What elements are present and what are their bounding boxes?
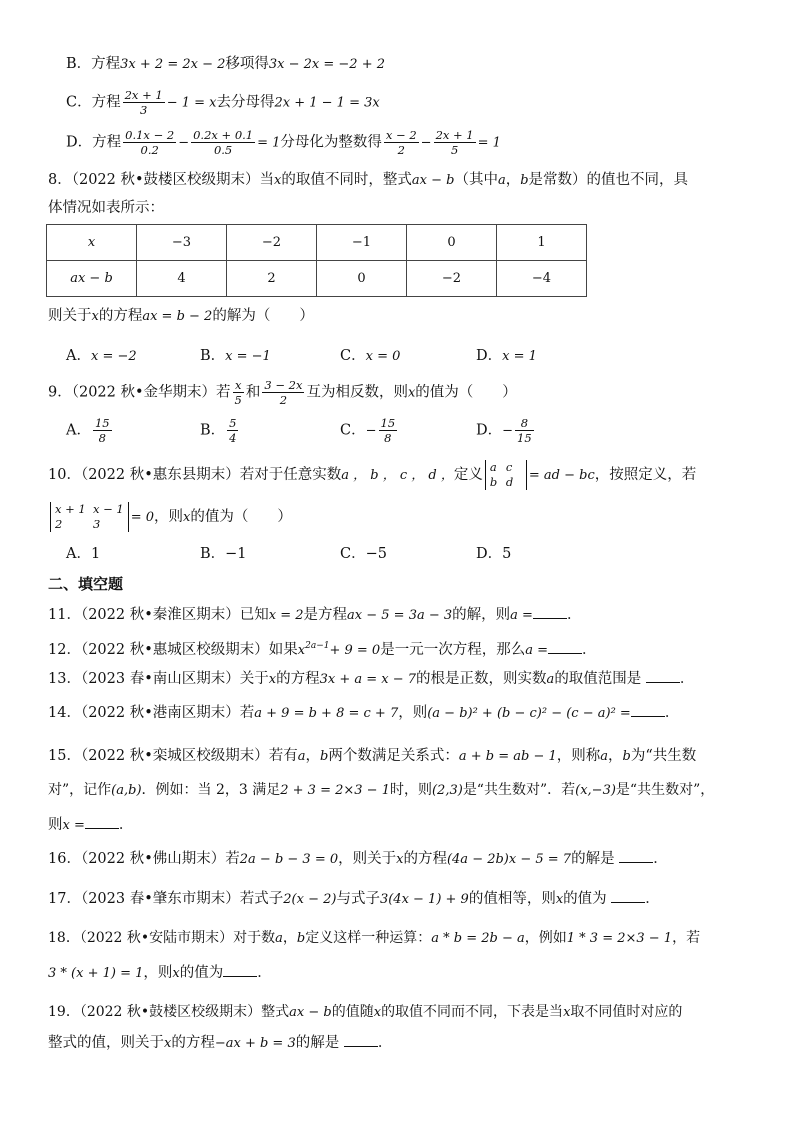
text-span: a [297,749,306,764]
text-span: (a − b)² + (b − c)² − (c − a)² = [427,706,631,721]
text-span: 8 [98,431,106,445]
text-span: 5 [450,143,459,157]
text-span: B． [200,348,226,364]
text-span: 方程 [91,94,121,111]
text-span: 15 [380,416,396,430]
text-span: 4 [229,431,237,445]
text-span: 方程 [91,56,121,72]
text-span: a + 9 = b + 8 = c + 7 [254,706,399,721]
text-span: 18．（2022 秋•安陆市期末）对于数 [48,930,276,946]
q14 [48,702,679,724]
q16 [48,848,668,870]
text-span: 的值为 [563,891,607,907]
text-span: 的解是 [571,851,615,867]
text-span: ，例如 [524,930,567,946]
text-span: 5 [502,546,512,562]
text-span: ，则 [154,509,184,525]
text-span: 是一元一次方程，那么 [380,641,526,658]
text-span: x = −1 [225,349,271,364]
text-span: ，则 [398,705,428,721]
text-span: 的根是正数，则实数 [416,671,547,687]
fraction [123,128,176,157]
text-span: 对”，记作 [48,782,112,798]
text-span: （其中 [454,172,498,188]
determinant [485,460,527,490]
q8-option-d[interactable] [476,344,537,365]
text-span: 则关于 [48,308,92,324]
text-span: 0.2 [140,143,159,157]
text-span: ． [679,671,695,687]
text-span: 的值为（ ） [415,384,517,401]
text-span: 互为相反数，则 [306,384,408,401]
text-span: 15 [517,431,532,445]
text-span: a = [510,608,533,623]
q13 [48,668,694,690]
q8-value-table [46,224,587,297]
text-span: ，则称 [556,748,601,764]
text-span: x [172,966,180,981]
text-span: x [555,892,564,907]
table-row [47,261,587,297]
text-span: = 1 [477,135,501,151]
text-span: A． [66,422,91,439]
q8-stem-line2: 体情况如表所示： [48,200,164,216]
text-span: 的方程 [171,1035,215,1051]
text-span: 0.2x + 0.1 [193,128,254,142]
text-span: 去分母得 [216,94,275,111]
text-span: ． [257,965,272,981]
q7-option-c [66,88,380,117]
text-span: B． [200,422,226,439]
text-span: 与式子 [336,891,380,907]
text-span: b [622,749,631,764]
text-span: 整式的值，则关于 [48,1035,164,1051]
text-span: = 0 [130,510,155,525]
text-span: x + 1 [55,502,86,516]
answer-blank[interactable] [533,604,567,619]
q19-line2 [48,1032,392,1054]
answer-blank[interactable] [619,848,653,863]
text-span: (x,−3) [575,783,616,798]
text-span: a [497,173,506,188]
fraction [434,128,476,157]
text-span: x − 1 [93,502,124,516]
text-span: 17．（2023 春•肇东市期末）若式子 [48,891,284,907]
q9-stem [48,378,517,407]
q7-option-d [66,128,501,157]
text-span: + 9 = 0 [329,642,381,658]
text-span: 取不同值时对应的 [570,1004,683,1020]
fraction [233,378,244,407]
q8-stem-line1 [48,170,688,191]
text-span: −2 [227,225,317,261]
text-span: D． [476,546,503,562]
q9-option-c[interactable] [340,416,399,445]
text-span: −1 [317,225,407,261]
text-span: a * b = 2b − a [431,931,525,946]
text-span: −3 [137,225,227,261]
text-span: B． [200,546,226,562]
text-span: x = −2 [90,349,137,364]
q9-option-b[interactable] [200,416,240,445]
text-span: C． [340,546,366,562]
text-span: ax − b [411,173,455,188]
answer-blank[interactable] [646,668,680,683]
q12 [48,636,596,661]
text-span: (2,3) [431,783,463,798]
answer-blank[interactable] [344,1032,378,1047]
q8-option-c[interactable] [340,344,400,365]
q18-line1 [48,928,700,949]
q9-option-a[interactable] [66,416,114,445]
text-span: 的值随 [331,1004,374,1020]
text-span: 3 * (x + 1) = 1 [48,966,144,981]
fraction [191,128,255,157]
text-span: 0.5 [213,143,233,157]
text-span: 1 [90,546,101,562]
text-span: 的取值不同而不同，下表是当 [381,1004,564,1020]
text-span: (4a − 2b)x − 5 = 7 [446,852,572,867]
text-span: 3(4x − 1) + 9 [379,892,469,907]
text-span: 2a − b − 3 = 0 [239,852,339,867]
text-span: 的值为 [179,965,224,981]
text-span: 14．（2022 秋•港南区期末）若 [48,705,255,721]
fraction [123,88,165,117]
text-span: 0 [407,225,497,261]
q8-question [48,306,314,327]
text-span: 3x − 2x = −2 + 2 [268,57,385,72]
text-span: 15．（2022 秋•栾城区校级期末）若有 [48,748,298,764]
answer-blank[interactable] [611,888,645,903]
answer-blank[interactable] [223,962,257,977]
q10-option-a[interactable] [66,542,100,563]
q17 [48,888,660,910]
text-span: 的解，则 [452,607,511,623]
text-span: = 1 [257,135,281,151]
text-span: 2x + 1 [435,128,474,142]
text-span: 15 [94,416,110,430]
text-span: 3 [93,517,101,531]
text-span: a [275,931,283,946]
text-span: A． [66,546,91,562]
fraction [384,128,419,157]
text-span: D． [476,348,503,364]
text-span: ax = b − 2 [142,309,213,324]
text-span: A． [66,348,91,364]
text-span: x [563,1005,571,1020]
text-span: = ad − bc [528,468,595,483]
q18-line2 [48,962,272,984]
text-span: 时，则 [389,782,432,798]
text-span: 和 [245,384,261,401]
text-span: 19．（2022 秋•鼓楼区校级期末）整式 [48,1004,290,1020]
text-span: x [407,385,416,401]
text-span: b [520,173,529,188]
text-span: a = [525,642,548,658]
text-span: ． [118,817,134,833]
text-span: 0 [317,261,407,297]
text-span: x [91,309,99,324]
text-span: 移项得 [225,56,269,72]
text-span: ． [645,891,660,907]
text-span: C． [340,348,366,364]
text-span: 是常数）的值也不同，具 [528,172,689,188]
text-span: 定义 [453,467,483,483]
q9-option-d[interactable] [476,416,536,445]
text-span: 2x + 1 [124,88,163,102]
text-span: 4 [137,261,227,297]
text-span: b [489,475,498,489]
text-span: ，若 [672,930,701,946]
answer-blank[interactable] [548,639,582,654]
q15-line2 [48,780,714,801]
text-span: − [178,135,190,151]
q15-line3 [48,814,133,836]
text-span: − [420,135,432,151]
text-span: d [505,475,514,489]
text-span: ． [581,641,597,658]
text-span: b [320,749,329,764]
text-span: c [505,460,513,474]
text-span: 的值为（ ） [190,509,292,525]
text-span: B． [66,56,92,72]
text-span: 2 [227,261,317,297]
text-span: D． [476,422,503,439]
text-span: x = 0 [365,349,401,364]
text-span: −1 [225,546,247,562]
text-span: 1 * 3 = 2×3 − 1 [566,931,673,946]
q10-option-b[interactable] [200,542,247,563]
text-span: − [365,423,377,439]
text-span: − [502,423,514,439]
text-span: −2 [407,261,497,297]
text-span: ， [305,748,321,764]
q11 [48,604,581,626]
text-span: 10．（2022 秋•惠东县期末）若对于任意实数 [48,467,342,483]
text-span: 定义这样一种运算： [305,930,432,946]
text-span: 8．（2022 秋•鼓楼区校级期末）当 [48,172,275,188]
text-span: a [489,460,497,474]
text-span: D． [66,134,93,151]
text-span: x − 2 [385,128,417,142]
text-span: 两个数满足关系式： [328,748,459,764]
text-span: 方程 [92,134,122,151]
q15-line1 [48,746,696,767]
text-span: 是“共生数对”．若 [462,782,576,798]
text-span: ． [653,851,668,867]
q8-option-a[interactable] [66,344,137,365]
text-span: 的方程 [276,671,320,687]
text-span: x [373,1005,382,1020]
text-span: 3x + a = x − 7 [319,672,417,687]
determinant [50,502,129,532]
text-span: 8 [515,416,534,431]
q8-option-b[interactable] [200,344,271,365]
text-span: 的取值范围是 [554,671,642,687]
text-span: 12．（2022 秋•惠城区校级期末）如果 [48,641,298,658]
text-span: x [164,1036,172,1051]
text-span: 11．（2022 秋•秦淮区期末）已知 [48,607,269,623]
text-span: ，则关于 [338,851,397,867]
text-span: a [600,749,609,764]
text-span: a ， b ， c ， d ， [341,468,454,483]
text-span: ， [608,748,623,764]
text-span: x = 2 [268,608,304,623]
text-span: x [47,225,137,261]
text-span: b [296,931,306,946]
text-span: ，则 [143,965,173,981]
text-span: 13．（2023 春•南山区期末）关于 [48,671,269,687]
text-span: ， [282,930,297,946]
answer-blank[interactable] [85,814,119,829]
text-span: 9．（2022 秋•金华期末）若 [48,384,231,401]
q10-option-d[interactable] [476,542,511,563]
text-span: 2 [279,393,288,407]
text-span: 2(x − 2) [283,892,337,907]
q7-option-b [66,54,385,75]
text-span: ， [505,172,521,188]
text-span: (a,b) [111,783,142,798]
text-span: x [233,378,244,393]
text-span: x [274,173,282,188]
text-span: 16．（2022 秋•佛山期末）若 [48,851,240,867]
text-span: ax − b [47,261,137,297]
text-span: 3 [139,103,148,117]
text-span: x [297,642,306,658]
text-span: 是“共生数对”， [615,782,715,798]
text-span: 3x + 2 = 2x − 2 [120,57,226,72]
text-span: 2 + 3 = 2×3 − 1 [280,783,390,798]
text-span: 分母化为整数得 [280,134,382,151]
text-span: 的值相等，则 [468,891,556,907]
fraction [262,378,304,407]
text-span: 5 [229,416,237,430]
text-span: x [183,510,191,525]
text-span: 1 [497,225,587,261]
text-span: 3 − 2x [264,378,303,392]
text-span: x = 1 [502,349,537,364]
q19-line1 [48,1002,682,1023]
text-span: x = [62,818,85,833]
text-span: 2a−1 [305,641,330,651]
q10-stem-line2 [48,502,292,532]
text-span: a [546,672,555,687]
text-span: 2x + 1 − 1 = 3x [274,95,380,111]
text-span: 的方程 [403,851,447,867]
text-span: ax − b [289,1005,332,1020]
answer-blank[interactable] [631,702,665,717]
text-span: C． [66,94,92,111]
table-row [47,225,587,261]
text-span: 是方程 [303,607,348,623]
text-span: 8 [384,431,392,445]
text-span: −ax + b = 3 [214,1036,296,1051]
text-span: −4 [497,261,587,297]
text-span: ． [377,1035,393,1051]
text-span: −5 [365,546,387,562]
text-span: a + b = ab − 1 [458,749,557,764]
text-span: C． [340,422,366,439]
text-span: ．例如：当 2，3 满足 [141,782,281,798]
text-span: 的解为（ ） [212,308,314,324]
text-span: x [268,672,277,687]
text-span: ． [664,705,680,721]
text-span: 的取值不同时，整式 [281,172,412,188]
text-span: 5 [234,393,242,407]
text-span: 的解是 [295,1035,340,1051]
text-span: ，按照定义，若 [594,467,697,483]
q10-stem-line1 [48,460,696,490]
text-span: 的方程 [98,308,143,324]
text-span: x [396,852,404,867]
text-span: ． [566,607,582,623]
text-span: 2 [55,517,63,531]
text-span: 2 [397,143,405,157]
section-heading: 二、填空题 [48,575,124,593]
text-span: 为“共生数 [630,748,697,764]
text-span: 则 [48,817,63,833]
q10-option-c[interactable] [340,542,387,563]
text-span: ax − 5 = 3a − 3 [347,608,453,623]
text-span: − 1 = x [166,95,217,111]
text-span: 0.1x − 2 [125,128,175,142]
